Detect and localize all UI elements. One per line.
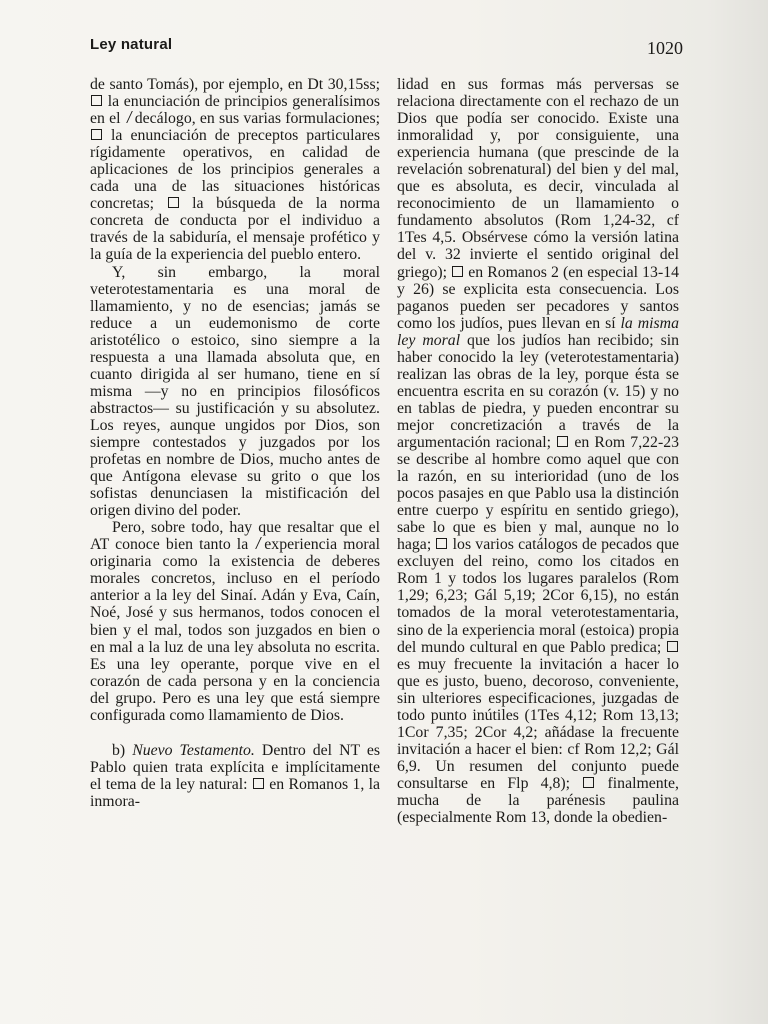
left-column bbox=[90, 76, 380, 810]
right-paragraph-1: lidad en sus formas más perversas se relaciona directamente con el rechazo de un Dios que podía ser conocido. Existe una inmoralidad y, por consiguiente, una experiencia humana (que prescinde de la revelación sobrenatural) del bien y del mal, que es absoluta, es decir, vinculada al reconocimiento de un llamamiento o fundamento absolutos (Rom 1,24-32, cf 1Tes 4,5. Obsérvese cómo la versión latina del v. 32 invierte el sentido original del griego); en Romanos 2 (en especial 13-14 y 26) se explicita esta consecuencia. Los paganos pueden ser pecadores y santos como los judíos, pues llevan en sí la misma ley moral que los judíos han recibido; sin haber conocido la ley (veterotestamentaria) realizan las obras de la ley, porque ésta se encuentra escrita en su corazón (v. 15) y no en tablas de piedra, y pueden encontrar su mejor concretización a través de la argumentación racional; en Rom 7,22-23 se describe al hombre como aquel que con la razón, en su interioridad (uno de los pocos pasajes en que Pablo usa la distinción entre cuerpo y espíritu en sentido griego), sabe lo que es bien y mal, aunque no lo haga; los varios catálogos de pecados que excluyen del reino, como los citados en Rom 1 y todos los lugares paralelos (Rom 1,29; 6,23; Gál 5,19; 2Cor 6,15), no están tomados de la moral veterotestamentaria, sino de la experiencia moral (estoica) propia del mundo cultural en que Pablo predica; es muy frecuente la invitación a hacer lo que es justo, bueno, decoroso, conveniente, sin ulteriores especificaciones, juzgadas de todo punto inútiles (1Tes 4,12; Rom 13,13; 1Cor 7,35; 2Cor 4,2; añádase la frecuente invitación a hacer el bien: cf Rom 12,2; Gál 6,9. Un resumen del conjunto puede consultarse en Flp 4,8); finalmente, mucha de la parénesis paulina (especialmente Rom 13, donde la obedien- bbox=[397, 76, 680, 827]
cross-reference-square-icon bbox=[557, 436, 568, 447]
cross-reference-square-icon bbox=[91, 95, 102, 106]
left-paragraph-3: Pero, sobre todo, hay que resaltar que el AT conoce bien tanto la experiencia moral originaria como la existencia de deberes morales concretos, incluso en el período anterior a la ley del Sinaí. Adán y Eva, Caín, Noé, José y sus hermanos, todos conocen el bien y el mal, todos son juzgados en bien o en mal a la luz de una ley absoluta no escrita. Es una ley operante, porque vive en el corazón de cada persona y en la conciencia del grupo. Pero es una ley que está siempre configurada como llamamiento de Dios. bbox=[90, 519, 381, 724]
left-paragraph-4: b) Nuevo Testamento. Dentro del NT es Pablo quien trata explícita e implícitamente el tema de la ley natural: en Romanos 1, la inmora- bbox=[90, 741, 381, 810]
cross-reference-square-icon bbox=[452, 266, 463, 277]
cross-reference-arrow-icon bbox=[256, 537, 262, 549]
cross-reference-square-icon bbox=[667, 641, 678, 652]
running-header-title: Ley natural bbox=[90, 36, 173, 53]
page-number: 1020 bbox=[647, 38, 683, 58]
cross-reference-square-icon bbox=[168, 197, 179, 208]
cross-reference-square-icon bbox=[91, 129, 102, 140]
cross-reference-square-icon bbox=[253, 778, 264, 789]
cross-reference-arrow-icon bbox=[127, 111, 133, 123]
right-column bbox=[397, 76, 679, 826]
cross-reference-square-icon bbox=[583, 777, 594, 788]
left-paragraph-1: de santo Tomás), por ejemplo, en Dt 30,15ss; la enunciación de principios generalísimos en el decálogo, en sus varias formulaciones; la enunciación de preceptos particulares rígidamente operativos, en calidad de aplicaciones de los principios generales a cada una de las situaciones históricas concretas; la búsqueda de la norma concreta de conducta por el individuo a través de la sabiduría, el mensaje profético y la guía de la experiencia del pueblo entero. bbox=[90, 76, 381, 264]
cross-reference-square-icon bbox=[436, 538, 447, 549]
section-title: Nuevo Testamento. bbox=[132, 741, 255, 759]
left-paragraph-2: Y, sin embargo, la moral veterotestamentaria es una moral de llamamiento, y no de esencias; jamás se reduce a un eudemonismo de corte aristotélico o estoico, sino siempre a la respuesta a una llamada absoluta que, en cuanto dirigida al ser humano, tiene en sí misma —y no en principios filosóficos abstractos— su justificación y su absolutez. Los reyes, aunque ungidos por Dios, son siempre contestados y juzgados por los profetas en nombre de Dios, mucho antes de que Antígona elevase su grito o que los sofistas denunciasen la mistificación del origen divino del poder. bbox=[90, 263, 380, 520]
section-label: b) bbox=[112, 741, 126, 759]
emphasis-text: la misma ley moral bbox=[397, 314, 679, 349]
